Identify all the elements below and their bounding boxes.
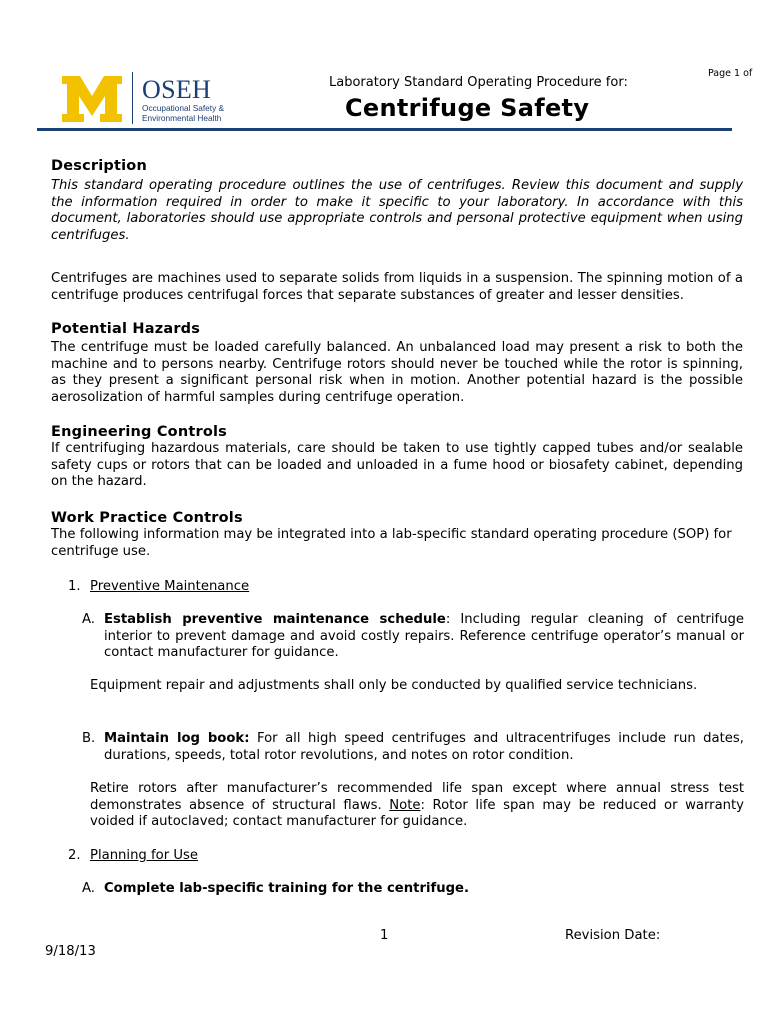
item1a-bold: Establish preventive maintenance schedule [104,612,446,627]
hazards-heading: Potential Hazards [51,321,201,337]
item1b-rest: For all high speed centrifuges and ultracentrifuges include run dates, durations, speeds, total rotor revolutions, and notes on rotor condition. [104,731,744,763]
item1b-note-label: Note [389,797,421,813]
item2a-text: Complete lab-specific training for the centrifuge. [104,881,469,896]
document-title: Centrifuge Safety [345,94,590,122]
engineering-body: If centrifuging hazardous materials, care should be taken to use tightly capped tubes and/or sealable safety cups or rotors that can be loaded and unloaded in a fume hood or biosafety cabinet, depending on the hazard. [51,441,743,490]
item1b-note-post: : Rotor life span may be reduced or warranty voided if autoclaved; contact manufacturer for guidance. [90,797,744,830]
item1b-letter: B. [82,731,96,746]
description-body: Centrifuges are machines used to separate solids from liquids in a suspension. The spinning motion of a centrifuge produces centrifugal forces that separate substances of greater and lesser densities. [51,271,743,303]
item1-number: 1. [68,579,81,594]
oseh-sub-line2: Environmental Health [142,112,222,123]
description-heading: Description [51,158,147,174]
item2-number: 2. [68,848,81,863]
document-subtitle: Laboratory Standard Operating Procedure for: [329,75,628,90]
item1a-text [104,612,744,662]
oseh-sub-line1: Occupational Safety & [142,103,225,113]
item1b-note [90,781,744,831]
work-practice-intro: The following information may be integrated into a lab-specific standard operating procedure (SOP) for centrifuge use. [51,527,732,559]
oseh-logo-subtitle [142,104,224,123]
item1a-rest: : Including regular cleaning of centrifuge interior to prevent damage and avoid costly repairs. Reference centrifuge operator’s manual or contact manufacturer for guidance. [104,612,744,661]
hazards-body: The centrifuge must be loaded carefully balanced. An unbalanced load may present a risk to both the machine and to persons nearby. Centrifuge rotors should never be touched while the rotor is spinning, as they present a significant personal risk when in motion. Another potential hazard is the possible aerosolization of harmful samples during centrifuge operation. [51,340,743,405]
item1b-note-pre: Retire rotors after manufacturer’s recommended life span except where annual stress test demonstrates absence of structural flaws. [90,781,744,813]
oseh-logo-text: OSEH [142,75,212,104]
logo-divider [132,72,133,124]
item1-title: Preventive Maintenance [90,579,250,594]
item1a-note: Equipment repair and adjustments shall only be conducted by qualified service technicians. [90,678,698,693]
description-intro: This standard operating procedure outlines the use of centrifuges. Review this document and supply the information required in order to make it specific to your laboratory. In accordance with this document, laboratories should use appropriate controls and personal protective equipment when using centrifuges. [51,178,743,243]
university-logo-m [60,74,124,124]
footer-revision-label: Revision Date: [565,928,661,943]
header-rule [37,128,732,131]
engineering-heading: Engineering Controls [51,424,228,440]
item2-title: Planning for Use [90,848,198,863]
footer-page-number: 1 [380,928,389,943]
work-practice-heading: Work Practice Controls [51,510,243,526]
item1b-text [104,731,744,764]
footer-date: 9/18/13 [45,944,96,959]
page-label: Page 1 of [708,68,753,79]
item2a-letter: A. [82,881,95,896]
item1a-letter: A. [82,612,95,627]
item1b-bold: Maintain log book: [104,731,250,746]
